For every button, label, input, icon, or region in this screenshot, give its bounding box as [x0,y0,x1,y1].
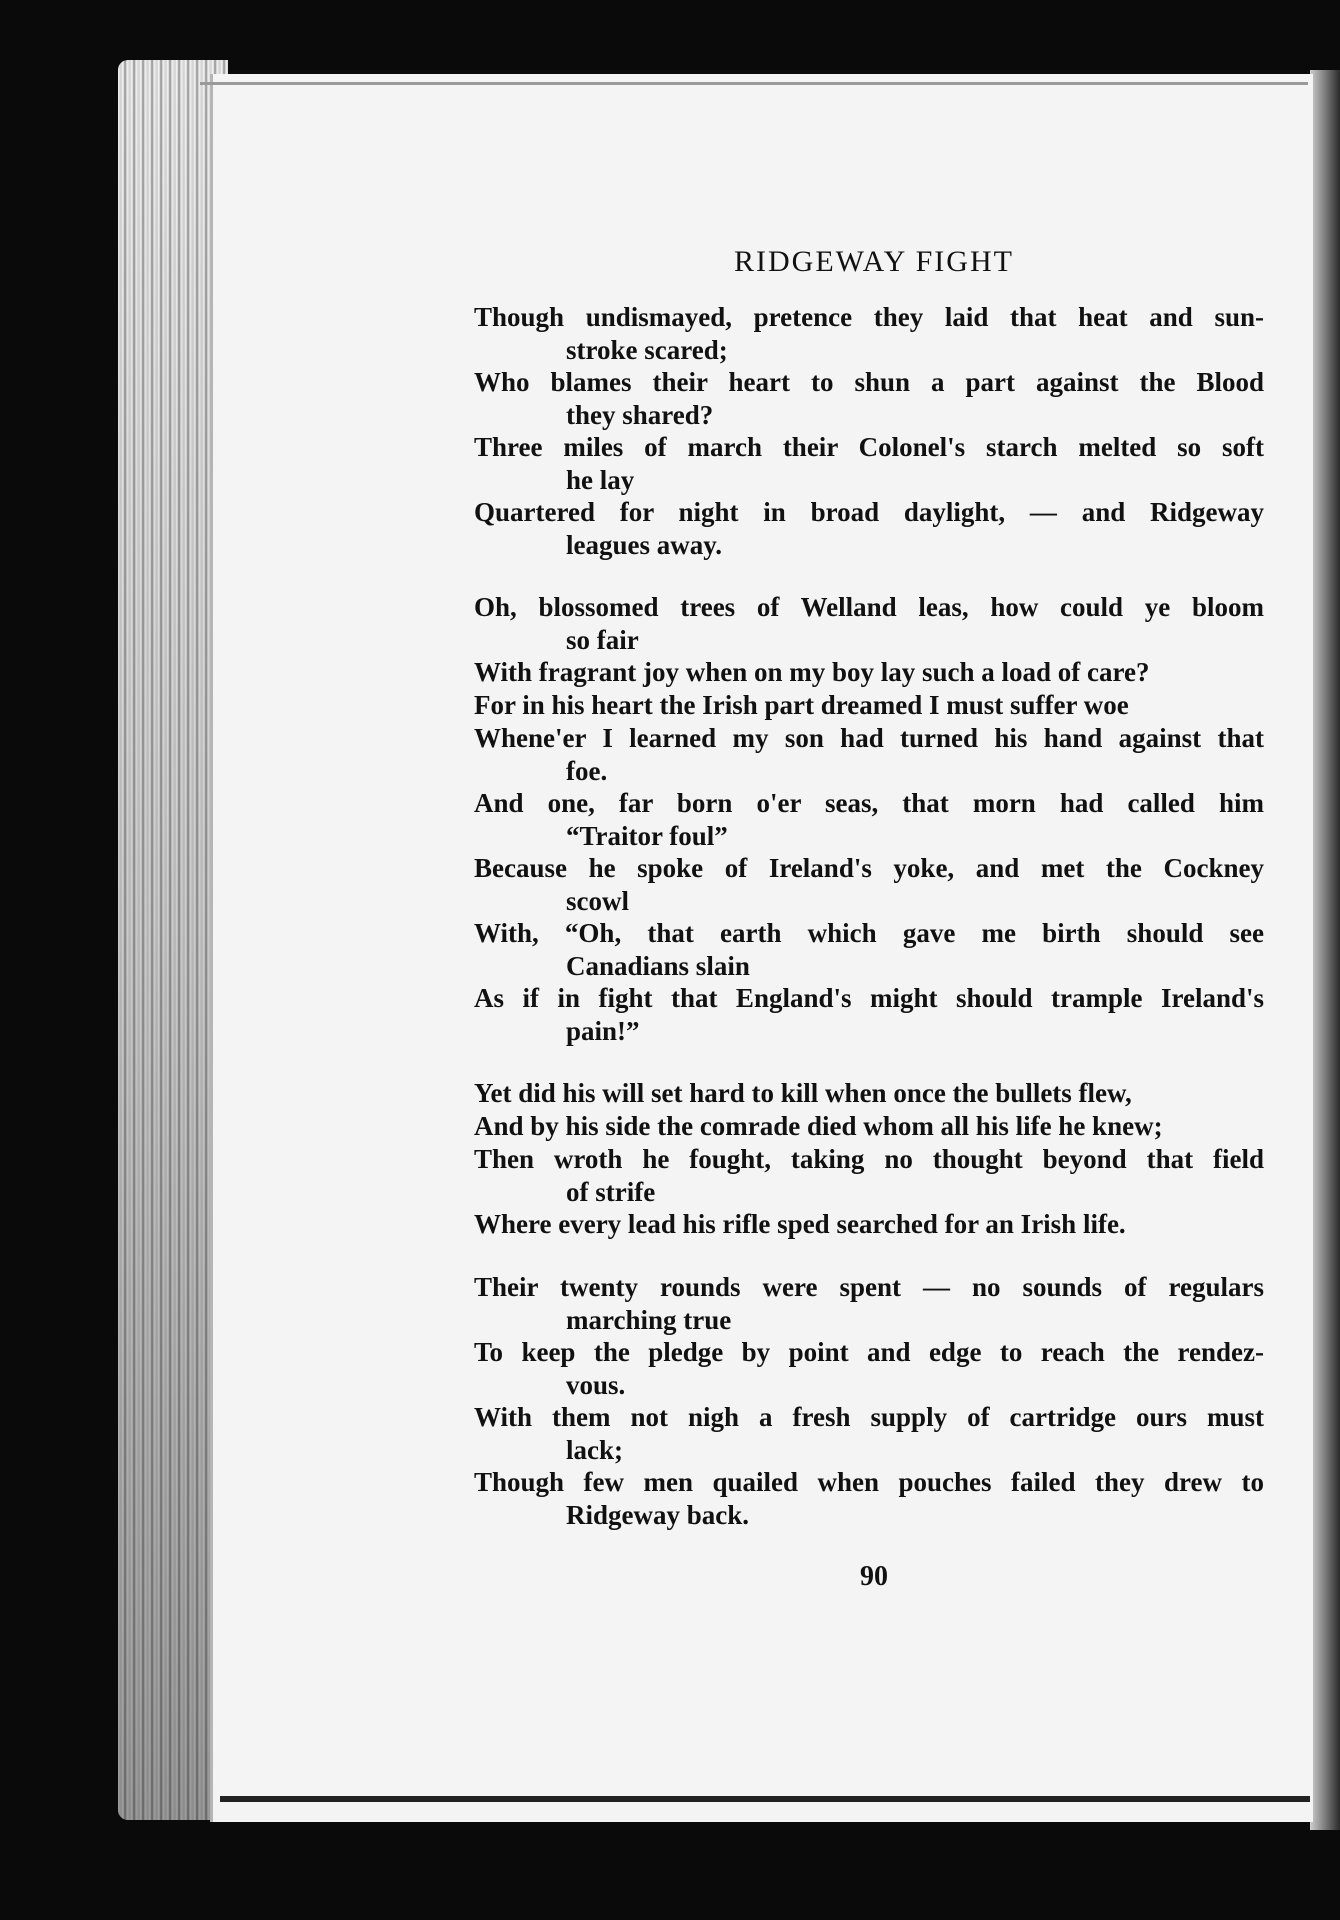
running-head: RIDGEWAY FIGHT [734,245,1014,278]
verse-line: And by his side the comrade died whom all his life he knew; [474,1111,1163,1141]
page-number: 90 [860,1561,888,1592]
verse-turnover: lack; [566,1435,623,1465]
verse-turnover: marching true [566,1305,732,1335]
verse-line: Because he spoke of Ireland's yoke, and met the Cockney [474,853,1264,883]
verse-line: For in his heart the Irish part dreamed I must suffer woe [474,690,1129,720]
stanza [474,1077,1264,1241]
verse-line: Where every lead his rifle sped searched for an Irish life. [474,1209,1126,1239]
verse-line: Whene'er I learned my son had turned his hand against that [474,723,1264,753]
verse-line: Then wroth he fought, taking no thought beyond that field [474,1144,1264,1174]
stanza [474,591,1264,1047]
verse-turnover: “Traitor foul” [566,821,728,851]
verse-turnover: pain!” [566,1016,640,1046]
verse-line: Though undismayed, pretence they laid that heat and sun- [474,302,1264,332]
verse-line: Oh, blossomed trees of Welland leas, how could ye bloom [474,592,1264,622]
page-bottom-rule [220,1796,1310,1802]
verse-turnover: of strife [566,1177,656,1207]
verse-line: To keep the pledge by point and edge to reach the rendez- [474,1337,1264,1367]
verse-line: And one, far born o'er seas, that morn had called him [474,788,1264,818]
verse-turnover: Ridgeway back. [566,1500,750,1530]
verse-line: With, “Oh, that earth which gave me birth should see [474,918,1264,948]
verse-turnover: leagues away. [566,530,723,560]
verse-turnover: they shared? [566,400,714,430]
verse-turnover: Canadians slain [566,951,750,981]
book-right-edge [1310,70,1340,1830]
stanza [474,1271,1264,1531]
verse-line: Three miles of march their Colonel's starch melted so soft [474,432,1264,462]
verse-line: Quartered for night in broad daylight, — and Ridgeway [474,497,1264,527]
verse-line: Their twenty rounds were spent — no sounds of regulars [474,1272,1264,1302]
verse-line: Yet did his will set hard to kill when once the bullets flew, [474,1078,1132,1108]
poem-text-block [474,245,1264,1593]
verse-turnover: stroke scared; [566,335,728,365]
verse-turnover: scowl [566,886,629,916]
page-top-rule [200,82,1308,85]
stanza [474,301,1264,561]
verse-turnover: he lay [566,465,635,495]
poem-stanzas [474,301,1264,1531]
verse-line: Who blames their heart to shun a part against the Blood [474,367,1264,397]
verse-turnover: foe. [566,756,608,786]
verse-line: Though few men quailed when pouches failed they drew to [474,1467,1264,1497]
verse-line: As if in fight that England's might should trample Ireland's [474,983,1264,1013]
verse-turnover: vous. [566,1370,626,1400]
verse-line: With them not nigh a fresh supply of cartridge ours must [474,1402,1264,1432]
verse-turnover: so fair [566,625,639,655]
verse-line: With fragrant joy when on my boy lay such a load of care? [474,657,1150,687]
